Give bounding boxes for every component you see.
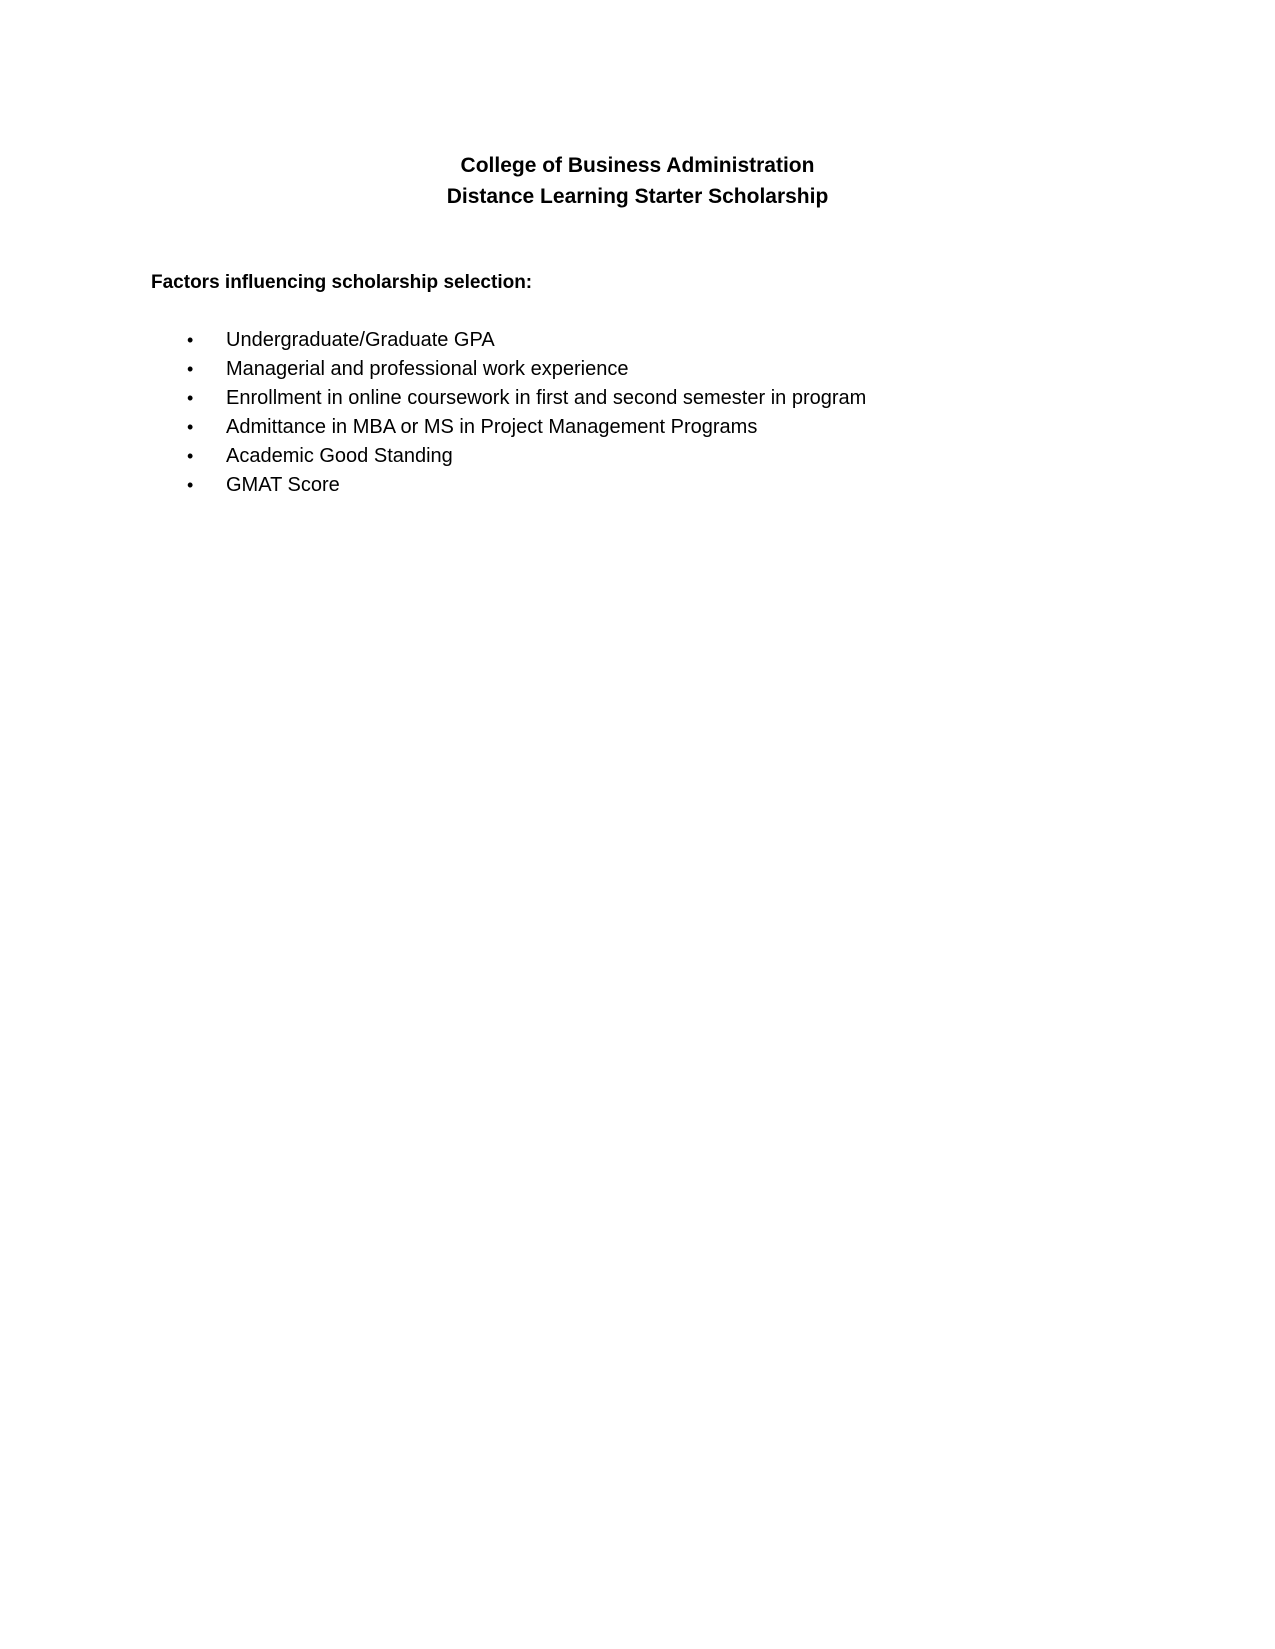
factor-text: Enrollment in online coursework in first and second semester in program <box>226 387 867 409</box>
bullet-icon: • <box>187 388 194 408</box>
document-title <box>0 150 1275 212</box>
bullet-icon: • <box>187 446 194 466</box>
factor-text: Managerial and professional work experience <box>226 358 629 380</box>
section-heading: Factors influencing scholarship selection: <box>151 272 533 293</box>
bullet-icon: • <box>187 359 194 379</box>
title-line-scholarship: Distance Learning Starter Scholarship <box>446 185 829 208</box>
factor-text: Undergraduate/Graduate GPA <box>226 329 495 351</box>
title-line-college: College of Business Administration <box>460 154 815 177</box>
bullet-icon: • <box>187 417 194 437</box>
factor-text: GMAT Score <box>226 474 340 496</box>
bullet-icon: • <box>187 330 194 350</box>
bullet-icon: • <box>187 475 194 495</box>
factor-text: Admittance in MBA or MS in Project Management Programs <box>226 416 758 438</box>
factor-text: Academic Good Standing <box>226 445 453 467</box>
